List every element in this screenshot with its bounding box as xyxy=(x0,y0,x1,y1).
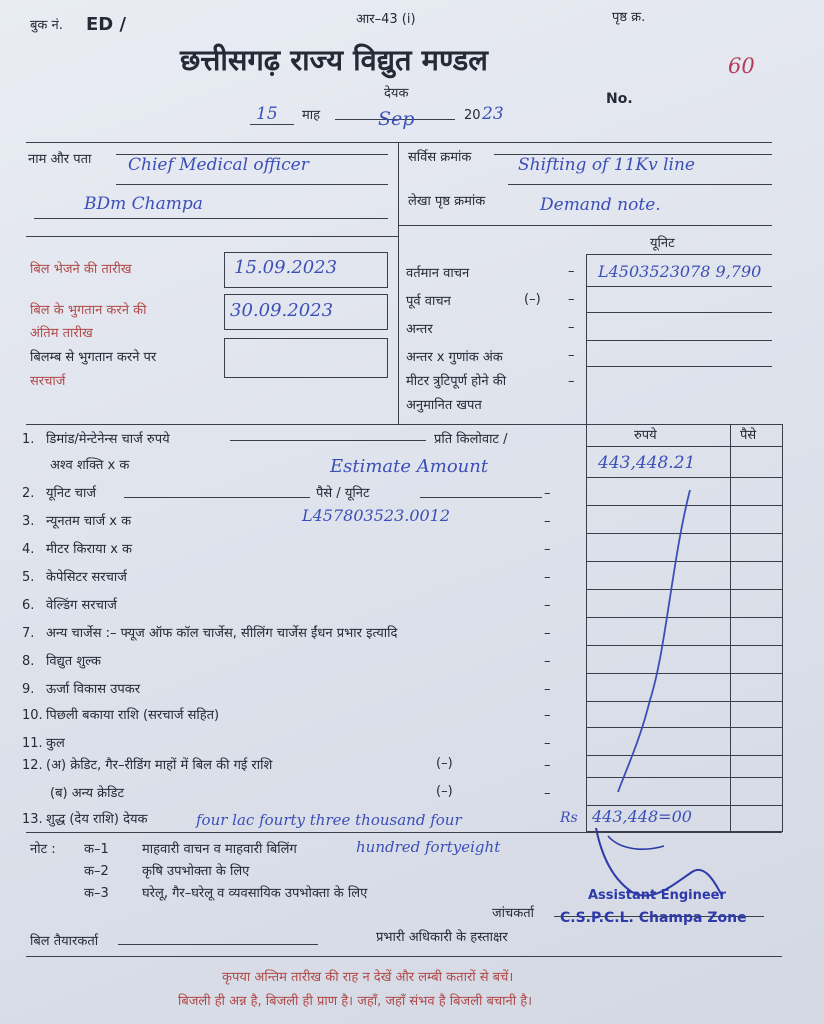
previous-minus: (–) xyxy=(524,292,541,307)
note-k1-code: क–1 xyxy=(84,842,109,857)
no-label: No. xyxy=(606,91,633,107)
estimated-label-1: मीटर त्रुटिपूर्ण होने की xyxy=(406,374,507,389)
note-k2-code: क–2 xyxy=(84,864,109,879)
note-k1-text: माहवारी वाचन व माहवारी बिलिंग xyxy=(142,842,297,857)
charge-item-label: ऊर्जा विकास उपकर xyxy=(46,682,141,697)
charge-item-label: पिछली बकाया राशि (सरचार्ज सहित) xyxy=(46,708,220,723)
estimated-label-2: अनुमानित खपत xyxy=(406,398,482,413)
book-no-value: ED / xyxy=(86,14,127,35)
signature-stroke xyxy=(596,828,722,896)
checker-label: जांचकर्ता xyxy=(492,906,535,921)
charge-item-number: 12. xyxy=(22,758,43,773)
charge-item-number: 1. xyxy=(22,432,35,447)
year-printed: 20 xyxy=(464,108,481,123)
service-no-label: सर्विस क्रमांक xyxy=(408,150,472,165)
charge-item-number: 11. xyxy=(22,736,43,751)
due-date-label-1: बिल के भुगतान करने की xyxy=(30,303,147,318)
charge-item-number: 10. xyxy=(22,708,43,723)
charge-item-label: अश्व शक्ति x क xyxy=(50,458,130,473)
charge-item-number: 7. xyxy=(22,626,35,641)
signature-flourish xyxy=(608,836,664,849)
name-address-label: नाम और पता xyxy=(28,152,92,167)
bill-send-date-label: बिल भेजने की तारीख xyxy=(30,262,132,277)
ledger-page-value: Demand note. xyxy=(540,195,661,215)
charge-item-number: 8. xyxy=(22,654,35,669)
charge-item-label: केपेसिटर सरचार्ज xyxy=(46,570,127,585)
charge-item-label: शुद्ध (देय राशि) देयक xyxy=(46,812,148,827)
charge-item-label: मीटर किराया x क xyxy=(46,542,133,557)
difference-label: अन्तर xyxy=(406,322,433,337)
book-no-label: बुक नं. xyxy=(30,18,63,33)
note-k3-text: घरेलू, गैर–घरेलू व व्यवसायिक उपभोक्ता के लिए xyxy=(142,886,368,901)
multiplier-label: अन्तर x गुणांक अंक xyxy=(406,350,503,365)
charge-item-number: 9. xyxy=(22,682,35,697)
note-label: नोट : xyxy=(30,842,56,857)
customer-name: Chief Medical officer xyxy=(128,155,309,175)
charge-item-label: (ब) अन्य क्रेडिट xyxy=(50,786,124,801)
charge-item-label: वेल्डिंग सरचार्ज xyxy=(46,598,117,613)
form-code: आर–43 (i) xyxy=(356,12,416,27)
charge-item-number: 3. xyxy=(22,514,35,529)
date-month: Sep xyxy=(378,108,415,130)
amount-in-words-1: four lac fourty three thousand four xyxy=(196,811,462,829)
charge-item-label: कुल xyxy=(46,736,65,751)
strike-through-stroke xyxy=(618,490,690,792)
charge-item-label: न्यूनतम चार्ज x क xyxy=(46,514,132,529)
charge-item-label: (अ) क्रेडिट, गैर–रीडिंग माहों में बिल की गई राशि xyxy=(46,758,273,773)
credit-a-minus: (–) xyxy=(436,756,453,771)
year-handwritten: 23 xyxy=(482,104,504,124)
ledger-page-label: लेखा पृष्ठ क्रमांक xyxy=(408,194,486,209)
service-no-value: Shifting of 11Kv line xyxy=(518,155,695,175)
charge-item-number: 6. xyxy=(22,598,35,613)
deyak-label: देयक xyxy=(384,86,409,101)
charge-item-label: डिमांड/मेन्टेनेन्स चार्ज रुपये xyxy=(46,432,170,447)
late-payment-label-1: बिलम्ब से भुगतान करने पर xyxy=(30,350,157,365)
charge-item-number: 13. xyxy=(22,812,43,827)
slogan-line-1: कृपया अन्तिम तारीख की राह न देखें और लम्बी कतारों से बचें। xyxy=(222,970,514,985)
bill-prepared-label: बिल तैयारकर्ता xyxy=(30,934,99,949)
charge-item-number: 4. xyxy=(22,542,35,557)
stamp-line-1: Assistant Engineer xyxy=(588,888,726,903)
month-label: माह xyxy=(302,108,321,123)
unit-header: यूनिट xyxy=(650,236,675,251)
credit-b-minus: (–) xyxy=(436,784,453,799)
rupees-header: रुपये xyxy=(634,428,657,443)
current-reading-label: वर्तमान वाचन xyxy=(406,266,470,281)
paise-per-unit-label: पैसे / यूनिट xyxy=(316,486,370,501)
charge-item-label: अन्य चार्जेस :– फ्यूज ऑफ कॉल चार्जेस, सीलिंग चार्जेस ईंधन प्रभार इत्यादि xyxy=(46,626,398,641)
late-payment-label-2: सरचार्ज xyxy=(30,374,66,389)
charge-item-label: विद्युत शुल्क xyxy=(46,654,102,669)
amount-row-1: 443,448.21 xyxy=(598,453,696,473)
note-k3-code: क–3 xyxy=(84,886,109,901)
officer-sign-label: प्रभारी अधिकारी के हस्ताक्षर xyxy=(376,930,508,945)
date-day: 15 xyxy=(256,104,278,124)
per-kw-label: प्रति किलोवाट / xyxy=(434,432,508,447)
page-label: पृष्ठ क्र. xyxy=(612,10,646,25)
previous-reading-label: पूर्व वाचन xyxy=(406,294,451,309)
note-k2-text: कृषि उपभोक्ता के लिए xyxy=(142,864,250,879)
estimate-amount: Estimate Amount xyxy=(330,456,489,477)
bill-form: बुक नं. ED / आर–43 (i) पृष्ठ क्र. छत्तीसगढ़ राज्य विद्युत मण्डल 60 देयक No. 15 माह Sep 20 23 नाम और पता Chief Medical officer BDm Champa सर्विस क्रमांक Shifting of 11Kv line लेखा पृष्ठ क्रमांक Demand note. बिल भेजने की तारीख 15.09.2023 बिल के भुगतान करने की अंतिम तारीख 30.09.2023 बिलम्ब से भुगतान करने पर सरचार्ज यूनिट वर्तमान वाचन – L4503523078 9,790 पूर्व वाचन (–) – अन्तर – अन्तर x गुणांक अंक – मीटर त्रुटिपूर्ण होने की अनुमानित खपत – रुपये पैसे 1. डिमांड/मेन्टेनेन्स चार्ज रुपये अश्व शक्ति x क 2. यूनिट चार्ज – 3. न्यूनतम चार्ज x क – 4. मीटर किराया x क – 5. केपेसिटर सरचार्ज – 6. वेल्डिंग सरचार्ज – 7. अन्य चार्जेस :– फ्यूज ऑफ कॉल चार्जेस, सीलिंग चार्जेस ईंधन प्रभार इत्यादि – 8. विद्युत शुल्क – 9. ऊर्जा विकास उपकर – 10. पिछली बकाया राशि (सरचार्ज सहित) – 11. कुल – 12. (अ) क्रेडिट, गैर–रीडिंग माहों में बिल की गई राशि – (ब) अन्य क्रेडिट – 13. शुद्ध (देय राशि) देयक प्रति किलोवाट / पैसे / यूनिट Estimate Amount L457803523.0012 443,448.21 (–) (–) four lac fourty three thousand four hundred fortyeight Rs 443,448=00 नोट : क–1 माहवारी वाचन व माहवारी बिलिंग क–2 कृषि उपभोक्ता के लिए क–3 घरेलू, गैर–घरेलू व व्यवसायिक उपभोक्ता के लिए जांचकर्ता बिल तैयारकर्ता प्रभारी अधिकारी के हस्ताक्षर Assistant Engineer C.S.P.C.L. Champa Zone कृपया अन्तिम तारीख की राह न देखें और लम्बी कतारों से बचें। बिजली ही अन्न है, बिजली ही प्राण है। जहाँ, जहाँ संभव है बिजली बचानी है। xyxy=(0,0,824,1024)
net-rs-mark: Rs xyxy=(560,810,578,826)
charge-item-number: 5. xyxy=(22,570,35,585)
charge-item-number: 2. xyxy=(22,486,35,501)
due-date-label-2: अंतिम तारीख xyxy=(30,326,93,341)
slogan-line-2: बिजली ही अन्न है, बिजली ही प्राण है। जहाँ, जहाँ संभव है बिजली बचानी है। xyxy=(178,994,533,1009)
reference-number: L457803523.0012 xyxy=(302,506,451,525)
bill-send-date: 15.09.2023 xyxy=(234,257,338,278)
board-title: छत्तीसगढ़ राज्य विद्युत मण्डल xyxy=(180,43,488,77)
stamp-line-2: C.S.P.C.L. Champa Zone xyxy=(560,910,747,926)
due-date: 30.09.2023 xyxy=(230,300,334,321)
amount-in-words-2: hundred fortyeight xyxy=(356,838,501,856)
customer-address: BDm Champa xyxy=(84,194,203,214)
page-number: 60 xyxy=(728,54,755,78)
paise-header: पैसे xyxy=(740,428,757,443)
net-amount: 443,448=00 xyxy=(592,807,692,826)
charge-item-label: यूनिट चार्ज xyxy=(46,486,97,501)
current-reading-value: L4503523078 9,790 xyxy=(598,262,762,281)
